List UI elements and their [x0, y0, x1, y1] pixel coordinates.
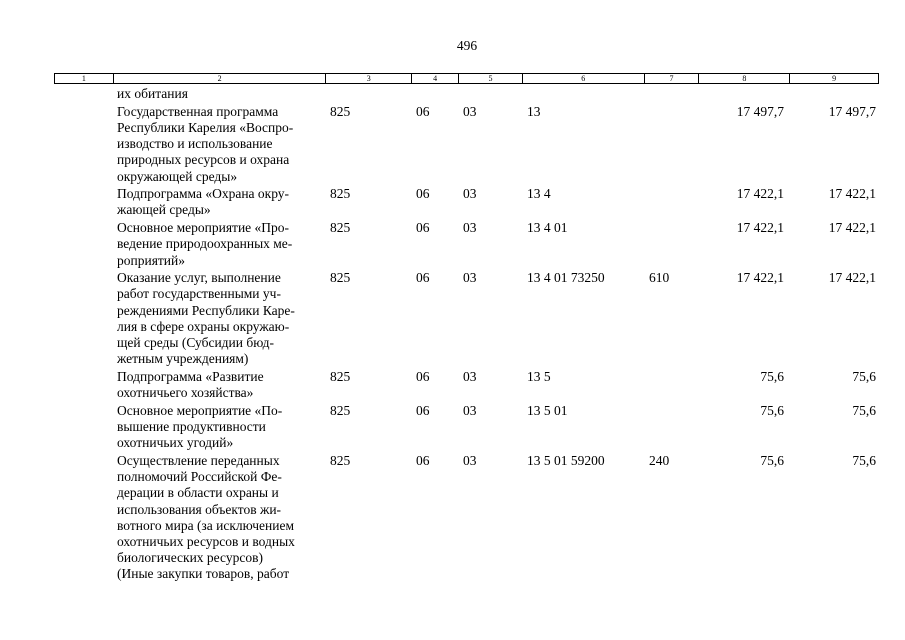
cell-col-5: 03 — [463, 186, 477, 202]
cell-col-1 — [54, 186, 112, 218]
cell-name — [112, 104, 325, 185]
cell-col-3: 825 — [330, 270, 351, 286]
table-row — [54, 369, 879, 401]
cell-col-9: 17 422,1 — [828, 220, 876, 236]
cell-col-4: 06 — [416, 402, 430, 418]
name-line: Подпрограмма «Охрана окру- — [117, 186, 290, 202]
column-number-5: 5 — [458, 74, 522, 83]
name-line: Основное мероприятие «По- — [117, 402, 283, 418]
cell-col-4: 06 — [416, 220, 430, 236]
column-number-3: 3 — [325, 74, 411, 83]
cell-col-6: 13 5 01 — [527, 402, 568, 418]
cell-name — [112, 220, 325, 269]
cell-col-3: 825 — [330, 368, 351, 384]
cell-col-6: 13 4 01 — [527, 220, 568, 236]
cell-col-8: 17 422,1 — [736, 186, 784, 202]
cell-col-3: 825 — [330, 452, 351, 468]
name-line: работ государственными уч- — [117, 286, 281, 302]
name-line: использования объектов жи- — [117, 501, 282, 517]
cell-col-9: 17 422,1 — [828, 270, 876, 286]
cell-col-5: 03 — [463, 368, 477, 384]
name-line: вотного мира (за исключением — [117, 517, 294, 533]
column-number-2: 2 — [113, 74, 325, 83]
cell-col-7 — [644, 403, 699, 452]
cell-col-8: 17 422,1 — [736, 270, 784, 286]
cell-col-6: 13 5 01 59200 — [527, 452, 605, 468]
name-line: ведение природоохранных ме- — [117, 236, 293, 252]
cell-col-3: 825 — [330, 220, 351, 236]
cell-col-6: 13 5 — [527, 368, 551, 384]
cell-col-3: 825 — [330, 103, 351, 119]
cell-col-5: 03 — [463, 402, 477, 418]
cell-col-1 — [54, 270, 112, 367]
cell-name — [112, 403, 325, 452]
name-line: охотничьего хозяйства» — [117, 385, 254, 401]
name-line: реждениями Республики Каре- — [117, 302, 295, 318]
cell-col-6 — [522, 86, 644, 102]
table-row — [54, 86, 879, 102]
name-line: Государственная программа — [117, 103, 279, 119]
table-row — [54, 270, 879, 367]
name-line: Основное мероприятие «Про- — [117, 220, 290, 236]
column-number-4: 4 — [411, 74, 458, 83]
cell-col-8: 75,6 — [760, 402, 784, 418]
table-row — [54, 220, 879, 269]
cell-col-3: 825 — [330, 402, 351, 418]
cell-name — [112, 86, 325, 102]
cell-col-7 — [644, 104, 699, 185]
cell-col-5: 03 — [463, 103, 477, 119]
name-line: роприятий» — [117, 252, 186, 268]
cell-col-9: 75,6 — [852, 452, 876, 468]
cell-col-7: 610 — [649, 270, 670, 286]
cell-name — [112, 369, 325, 401]
name-line: Осуществление переданных — [117, 452, 280, 468]
name-line: дерации в области охраны и — [117, 485, 279, 501]
cell-col-9: 75,6 — [852, 402, 876, 418]
cell-col-8: 17 422,1 — [736, 220, 784, 236]
name-line: жетным учреждениям) — [117, 351, 249, 367]
column-number-9: 9 — [789, 74, 878, 83]
name-line: (Иные закупки товаров, работ — [117, 566, 290, 582]
column-number-8: 8 — [698, 74, 789, 83]
cell-col-5 — [458, 86, 522, 102]
cell-col-1 — [54, 104, 112, 185]
column-number-6: 6 — [522, 74, 644, 83]
cell-col-4: 06 — [416, 103, 430, 119]
cell-col-7: 240 — [649, 452, 670, 468]
name-line: Республики Карелия «Воспро- — [117, 119, 294, 135]
cell-col-5: 03 — [463, 220, 477, 236]
cell-col-8: 75,6 — [760, 452, 784, 468]
name-line: окружающей среды» — [117, 168, 238, 184]
cell-col-7 — [644, 86, 699, 102]
cell-col-7 — [644, 186, 699, 218]
name-line: Подпрограмма «Развитие — [117, 368, 264, 384]
row-gap — [54, 583, 879, 585]
page-number: 496 — [456, 38, 478, 53]
cell-col-6: 13 4 01 73250 — [527, 270, 605, 286]
cell-col-4: 06 — [416, 452, 430, 468]
cell-col-5: 03 — [463, 270, 477, 286]
name-line: их обитания — [117, 86, 188, 101]
name-line: жающей среды» — [117, 202, 211, 218]
name-line: охотничьих угодий» — [117, 435, 234, 451]
cell-name — [112, 270, 325, 367]
name-line: изводство и использование — [117, 136, 273, 152]
column-number-7: 7 — [644, 74, 699, 83]
cell-col-7 — [644, 220, 699, 269]
cell-col-1 — [54, 403, 112, 452]
cell-col-9: 17 422,1 — [828, 186, 876, 202]
cell-col-9: 17 497,7 — [828, 103, 876, 119]
table-row — [54, 104, 879, 185]
name-line: полномочий Российской Фе- — [117, 469, 282, 485]
cell-col-6: 13 4 — [527, 186, 551, 202]
cell-col-3: 825 — [330, 186, 351, 202]
cell-col-4: 06 — [416, 186, 430, 202]
cell-col-9: 75,6 — [852, 368, 876, 384]
name-line: щей среды (Субсидии бюд- — [117, 335, 275, 351]
table-row — [54, 186, 879, 218]
table-row — [54, 453, 879, 583]
column-number-1: 1 — [81, 74, 86, 83]
cell-col-1 — [54, 220, 112, 269]
cell-col-5: 03 — [463, 452, 477, 468]
name-line: охотничьих ресурсов и водных — [117, 533, 295, 549]
cell-col-3 — [325, 86, 411, 102]
cell-col-6: 13 — [527, 103, 541, 119]
cell-col-8: 75,6 — [760, 368, 784, 384]
name-line: лия в сфере охраны окружаю- — [117, 318, 290, 334]
cell-name — [112, 453, 325, 583]
table-header — [54, 73, 879, 84]
name-line: Оказание услуг, выполнение — [117, 270, 281, 286]
cell-col-4: 06 — [416, 270, 430, 286]
cell-col-8: 17 497,7 — [736, 103, 784, 119]
table-body — [54, 86, 879, 584]
cell-col-1 — [54, 86, 112, 102]
cell-name — [112, 186, 325, 218]
cell-col-1 — [54, 369, 112, 401]
name-line: биологических ресурсов) — [117, 550, 263, 566]
name-line: вышение продуктивности — [117, 419, 266, 435]
name-line: природных ресурсов и охрана — [117, 152, 290, 168]
table-row — [54, 403, 879, 452]
cell-col-4: 06 — [416, 368, 430, 384]
cell-col-8 — [699, 86, 790, 102]
cell-col-7 — [644, 369, 699, 401]
cell-col-9 — [790, 86, 879, 102]
cell-col-1 — [54, 453, 112, 583]
cell-col-4 — [411, 86, 458, 102]
